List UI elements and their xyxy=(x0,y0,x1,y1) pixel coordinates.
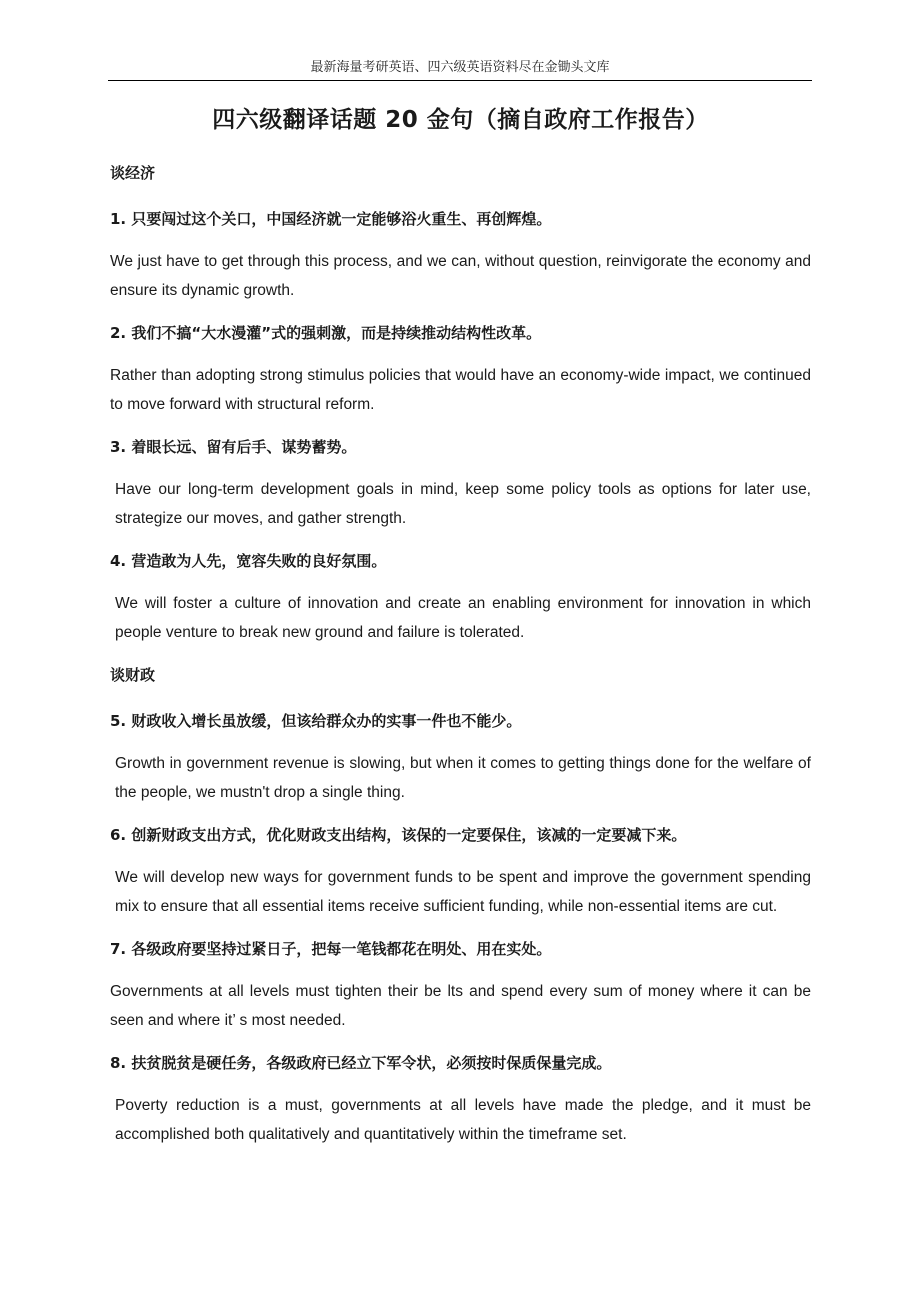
sentence-item xyxy=(110,937,811,1035)
section-finance xyxy=(110,663,811,1149)
sentence-chinese: 3. 着眼长远、留有后手、谋势蓄势。 xyxy=(110,438,357,456)
sentence-item xyxy=(110,207,811,305)
document-body xyxy=(110,104,811,1165)
header-text: 最新海量考研英语、四六级英语资料尽在金锄头文库 xyxy=(310,60,610,75)
sentence-english: We will develop new ways for government funds to be spent and improve the government spending mix to ensure that all essential items receive sufficient funding, while non-essential items are cut. xyxy=(115,869,811,915)
section-heading: 谈财政 xyxy=(110,666,156,684)
sentence-chinese: 1. 只要闯过这个关口，中国经济就一定能够浴火重生、再创辉煌。 xyxy=(110,210,552,228)
section-heading: 谈经济 xyxy=(110,164,156,182)
sentence-english: We just have to get through this process, and we can, without question, reinvigorate the economy and ensure its dynamic growth. xyxy=(110,253,811,299)
document-title: 四六级翻译话题 20 金句（摘自政府工作报告） xyxy=(212,107,709,133)
sentence-english: Poverty reduction is a must, governments at all levels have made the pledge, and it must be accomplished both qualitatively and quantitatively within the timeframe set. xyxy=(115,1097,811,1143)
sentence-english: Governments at all levels must tighten their be lts and spend every sum of money where it can be seen and where it’ s most needed. xyxy=(110,983,811,1029)
sentence-english: Rather than adopting strong stimulus policies that would have an economy-wide impact, we continued to move forward with structural reform. xyxy=(110,367,811,413)
sentence-item xyxy=(110,435,811,533)
sentence-english: We will foster a culture of innovation and create an enabling environment for innovation in which people venture to break new ground and failure is tolerated. xyxy=(115,595,811,641)
sentence-english: Growth in government revenue is slowing, but when it comes to getting things done for the welfare of the people, we mustn't drop a single thing. xyxy=(115,755,811,801)
sentence-chinese: 6. 创新财政支出方式，优化财政支出结构，该保的一定要保住，该减的一定要减下来。 xyxy=(110,826,687,844)
sentence-chinese: 4. 营造敢为人先，宽容失败的良好氛围。 xyxy=(110,552,387,570)
page-header xyxy=(108,58,812,81)
sentence-chinese: 2. 我们不搞“大水漫灌”式的强刺激，而是持续推动结构性改革。 xyxy=(110,324,542,342)
sentence-item xyxy=(110,549,811,647)
sentence-item xyxy=(110,1051,811,1149)
sentence-english: Have our long-term development goals in mind, keep some policy tools as options for later use, strategize our moves, and gather strength. xyxy=(115,481,811,527)
sentence-item xyxy=(110,321,811,419)
section-economy xyxy=(110,161,811,647)
sentence-item xyxy=(110,709,811,807)
sentence-chinese: 5. 财政收入增长虽放缓，但该给群众办的实事一件也不能少。 xyxy=(110,712,522,730)
sentence-chinese: 8. 扶贫脱贫是硬任务，各级政府已经立下军令状，必须按时保质保量完成。 xyxy=(110,1054,612,1072)
sentence-chinese: 7. 各级政府要坚持过紧日子，把每一笔钱都花在明处、用在实处。 xyxy=(110,940,552,958)
sentence-item xyxy=(110,823,811,921)
